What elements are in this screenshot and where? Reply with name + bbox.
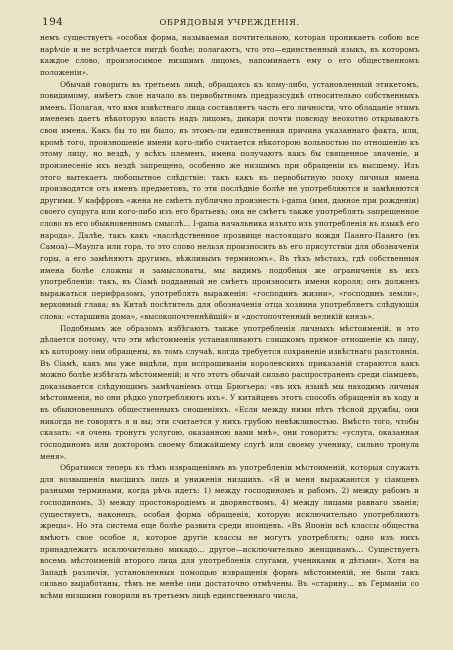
- paragraph: Обратимся теперь къ тѣмъ извращеніямъ въ употребленіи мѣстоименій, которыя служатъ для возвышенія высшихъ лицъ и униженія низшихъ. «Я и меня выражаются у сіамцевъ разными терминами, когда рѣчь идетъ: 1) между господиномъ и рабомъ, 2) между рабомъ и господиномъ, 3) между простонародіемъ и дворянствомъ, 4) между лицами равнаго званія; существуетъ, наконецъ, особая форма обращенія, которую исключительно употребляютъ жрецы». Но эта система еще болѣе развита среди японцевъ. «Въ Японіи всѣ классы общества вмѣютъ свое особое я, которое другіе классы не могутъ употреблять; одно изъ нихъ принадлежитъ исключительно микадо... другое—исключительно женщинамъ... Существуетъ восемь мѣстоименій второго лица для употребленія слугами, учениками и дѣтьми». Хотя на Западѣ различія, установленныя помощью извращенія формъ мѣстоименій, не были такъ сильно выработаны, тѣмъ не менѣе они достаточно отмѣчены. Въ «старину... въ Германіи со всѣми низшими говорили въ третьемъ лицѣ единственнаго числа,: [40, 463, 419, 600]
- running-head: ОБРЯДОВЫЯ УЧРЕЖДЕНІЯ.: [159, 17, 300, 27]
- body-text: [40, 32, 419, 602]
- page-number: 194: [42, 16, 64, 28]
- paragraph: Подобнымъ же образомъ избѣгаютъ также употребленія личныхъ мѣстоименій, и это дѣлается потому, что эти мѣстоименія устанавливаютъ слишкомъ прямое отношеніе къ лицу, къ которому они обращены, въ томъ случаѣ, когда требуется сохраненіе извѣстнаго разстоянія. Въ Сіамѣ, какъ мы уже видѣли, при испрашиваніи королевскихъ приказаній стараются какъ можно болѣе избѣгать мѣстоименій; и что этотъ обычай сильно распространенъ среди сіамцевъ, доказывается слѣдующимъ замѣчаніемъ отца Брюгьера: «въ ихъ языкѣ мы находимъ личныя мѣстоименія, но они рѣдко употребляютъ ихъ». У китайцевъ этотъ способъ обращенія въ ходу и въ обыкновенныхъ общественныхъ сношеніяхъ. «Если между ними нѣтъ тѣсной дружбы, они никогда не говорятъ я и вы; эти считается у нихъ грубою невѣжливостью. Вмѣсто того, чтобы сказать: «я очень тронутъ услугою, оказанною вами мнѣ», они говорятъ: «услуга, оказанная господиномъ или докторомъ своему ближайшему слугѣ или своему ученику, сильно тронула меня».: [40, 323, 419, 461]
- paragraph: Обычай говорить въ третьемъ лицѣ, обращаясь къ кому-либо, установленный этикетомъ, повидимому, имѣетъ свое начало въ первобытномъ предразсудкѣ относительно собственныхъ именъ. Полагая, что имя извѣстнаго лица составляетъ часть его личности, что обладаніе этимъ именемъ даетъ нѣкоторую власть надъ лицомъ, дикари почти повсюду неохотно открываютъ свои имена. Какъ бы то ни было, въ этомъ-ли единственная причина указаннаго факта, или, кромѣ того, произношеніе имени кого-либо считается нѣкоторою вольностью по отношенію къ этому лицу, но вездѣ, у всѣхъ племенъ, имена получаютъ какъ бы священное значеніе, и произнесеніе ихъ вездѣ запрещено, особенно же низшимъ при обращеніи къ высшему. Изъ этого вытекаетъ любопытное слѣдствіе: такъ какъ въ первобытную эпоху личныя имена производятся отъ именъ предметовъ, то эти послѣдніе болѣе не употребляются и замѣняются другими. У каффровъ «жена не смѣетъ публично произнесть i-gama (имя, данное при рожденіи) своего супруга или кого-либо изъ его братьевъ; она не смѣетъ также употреблять запрещенное слово въ его обыкновенномъ смыслѣ... I-gama начальника изъято изъ употребленія въ языкѣ его народа». Далѣе, такъ какъ «наслѣдственное прозвище настоящаго вождя Паанго-Паанго (въ Самоа)—Маупга или гора, то это слово нельзя произносить въ его присутствіи для обозначенія горы, а его замѣняютъ другимъ, вѣжливымъ терминомъ». Въ тѣхъ мѣстахъ, гдѣ собственныя имена болѣе сложны и замысловаты, мы видимъ подобныя же ограниченія въ ихъ употребленіи: такъ, въ Сіамѣ подданный не смѣетъ произносить имени короля; онъ долженъ выражаться перифразомъ, употреблять выраженія: «господинъ жизни», «господинъ земли», верховный глава; въ Китаѣ посѣтитель для обозначенія отца хозяина употребляетъ слѣдующія слова: «старшина дома», «высокопочтеннѣйшій» и «достопочтенный великій князь».: [40, 79, 419, 321]
- paragraph: немъ существуетъ «особая форма, называемая почтительною, которая проникаетъ собою все нарѣчіе и не встрѣчается нигдѣ болѣе; полагаютъ, что это—единственный языкъ, въ которомъ каждое слово, произносимое низшимъ лицомъ, напоминаетъ ему о его общественномъ положеніи».: [40, 33, 419, 77]
- page-header: [40, 14, 419, 32]
